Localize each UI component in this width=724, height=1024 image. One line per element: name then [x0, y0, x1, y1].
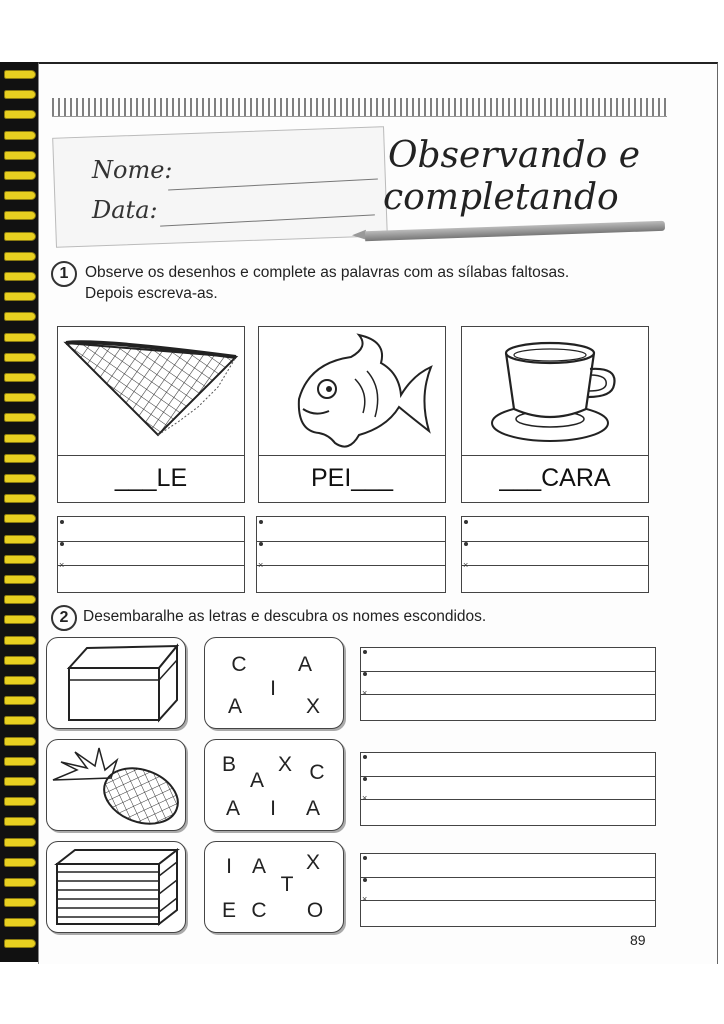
writing-line [257, 541, 445, 542]
writing-lines-1[interactable] [57, 516, 245, 593]
spiral-ring [4, 413, 36, 422]
spiral-ring [4, 757, 36, 766]
spiral-ring [4, 373, 36, 382]
letter: I [270, 677, 276, 700]
page-title-line1: Observando e [388, 135, 640, 176]
spiral-ring [4, 878, 36, 887]
line-dot [259, 520, 263, 524]
exercise1-instruction-line1: Observe os desenhos e complete as palavras com as sílabas faltosas. [85, 264, 570, 281]
line-x-mark: × [362, 894, 368, 904]
writing-line [361, 694, 655, 695]
spiral-ring [4, 434, 36, 443]
scrambled-letters-3 [204, 841, 344, 933]
line-dot [363, 672, 367, 676]
spiral-ring [4, 171, 36, 180]
spiral-ring [4, 939, 36, 948]
spiral-ring [4, 716, 36, 725]
line-dot [464, 542, 468, 546]
letter: A [297, 653, 312, 676]
spiral-ring [4, 151, 36, 160]
writing-line [361, 776, 655, 777]
exercise1-instruction-line2: Depois escreva-as. [85, 285, 218, 302]
scrambled-letters-1 [204, 637, 344, 729]
spiral-ring [4, 474, 36, 483]
letter: I [226, 855, 232, 878]
spiral-ring [4, 797, 36, 806]
spiral-ring [4, 494, 36, 503]
cup-picture [461, 326, 649, 456]
letter: X [305, 851, 320, 874]
pineapple-picture [46, 739, 186, 831]
spiral-ring [4, 191, 36, 200]
line-x-mark: × [362, 688, 368, 698]
spiral-ring [4, 737, 36, 746]
net-icon [58, 327, 244, 455]
letter: T [280, 873, 294, 896]
answer-lines-1[interactable] [360, 647, 656, 721]
spiral-ring [4, 898, 36, 907]
spiral-ring [4, 656, 36, 665]
letter: X [305, 695, 320, 718]
spiral-ring [4, 333, 36, 342]
line-dot [363, 650, 367, 654]
writing-line [462, 565, 648, 566]
spiral-ring [4, 232, 36, 241]
exercise1-number: 1 [51, 261, 77, 287]
page-number: 89 [630, 932, 646, 948]
line-dot [60, 542, 64, 546]
spiral-ring [4, 676, 36, 685]
spiral-ring [4, 292, 36, 301]
spiral-ring [4, 696, 36, 705]
spiral-ring [4, 393, 36, 402]
writing-line [58, 541, 244, 542]
letter: I [270, 797, 276, 820]
cup-icon [462, 327, 648, 455]
spiral-ring [4, 636, 36, 645]
net-picture [57, 326, 245, 456]
line-x-mark: × [362, 793, 368, 803]
letter: C [251, 899, 267, 922]
date-label: Data: [92, 196, 158, 224]
writing-line [361, 900, 655, 901]
exercise2-instruction: Desembaralhe as letras e descubra os nomes escondidos. [83, 608, 487, 625]
line-x-mark: × [59, 560, 65, 570]
line-dot [363, 755, 367, 759]
spiral-ring [4, 70, 36, 79]
answer-lines-2[interactable] [360, 752, 656, 826]
perforation-line [52, 116, 667, 117]
fish-icon [259, 327, 445, 455]
page-title-line2: completando [383, 177, 619, 218]
spiral-ring [4, 110, 36, 119]
spiral-ring [4, 615, 36, 624]
crate-picture [46, 841, 186, 933]
word-blank-3[interactable]: ___CARA [461, 455, 649, 503]
fish-picture [258, 326, 446, 456]
writing-line [361, 799, 655, 800]
line-x-mark: × [463, 560, 469, 570]
spiral-ring [4, 90, 36, 99]
letter: X [277, 753, 292, 776]
line-dot [464, 520, 468, 524]
crate-icon [47, 842, 185, 932]
exercise2-number: 2 [51, 605, 77, 631]
letter: B [221, 753, 236, 776]
spiral-ring [4, 858, 36, 867]
spiral-ring [4, 211, 36, 220]
letter: A [251, 855, 266, 878]
line-dot [60, 520, 64, 524]
spiral-ring [4, 272, 36, 281]
writing-line [361, 877, 655, 878]
spiral-ring [4, 555, 36, 564]
letter: O [306, 899, 324, 922]
spiral-ring [4, 838, 36, 847]
word-blank-1[interactable]: ___LE [57, 455, 245, 503]
spiral-ring [4, 918, 36, 927]
spiral-ring [4, 131, 36, 140]
perforation-edge [52, 98, 667, 116]
box-icon [47, 638, 185, 728]
line-dot [259, 542, 263, 546]
line-dot [363, 878, 367, 882]
spiral-ring [4, 777, 36, 786]
spiral-ring [4, 575, 36, 584]
letter: A [305, 797, 320, 820]
name-label: Nome: [92, 156, 173, 184]
answer-lines-3[interactable] [360, 853, 656, 927]
letter: A [225, 797, 240, 820]
spiral-ring [4, 817, 36, 826]
spiral-ring [4, 595, 36, 604]
writing-line [257, 565, 445, 566]
writing-line [58, 565, 244, 566]
line-x-mark: × [258, 560, 264, 570]
writing-lines-2[interactable] [256, 516, 446, 593]
spiral-ring [4, 454, 36, 463]
spiral-binding [0, 62, 40, 962]
word-blank-2[interactable]: PEI___ [258, 455, 446, 503]
letter: A [227, 695, 242, 718]
spiral-ring [4, 252, 36, 261]
letter: E [221, 899, 236, 922]
spiral-ring [4, 535, 36, 544]
top-margin [0, 0, 724, 60]
letter: C [309, 761, 325, 784]
spiral-ring [4, 514, 36, 523]
box-picture [46, 637, 186, 729]
exercise1-instruction [85, 262, 665, 304]
writing-line [462, 541, 648, 542]
pineapple-icon [47, 740, 185, 830]
scrambled-letters-2 [204, 739, 344, 831]
spiral-ring [4, 353, 36, 362]
line-dot [363, 777, 367, 781]
writing-lines-3[interactable] [461, 516, 649, 593]
line-dot [363, 856, 367, 860]
spiral-ring [4, 312, 36, 321]
writing-line [361, 671, 655, 672]
letter: C [231, 653, 247, 676]
letter: A [249, 769, 264, 792]
